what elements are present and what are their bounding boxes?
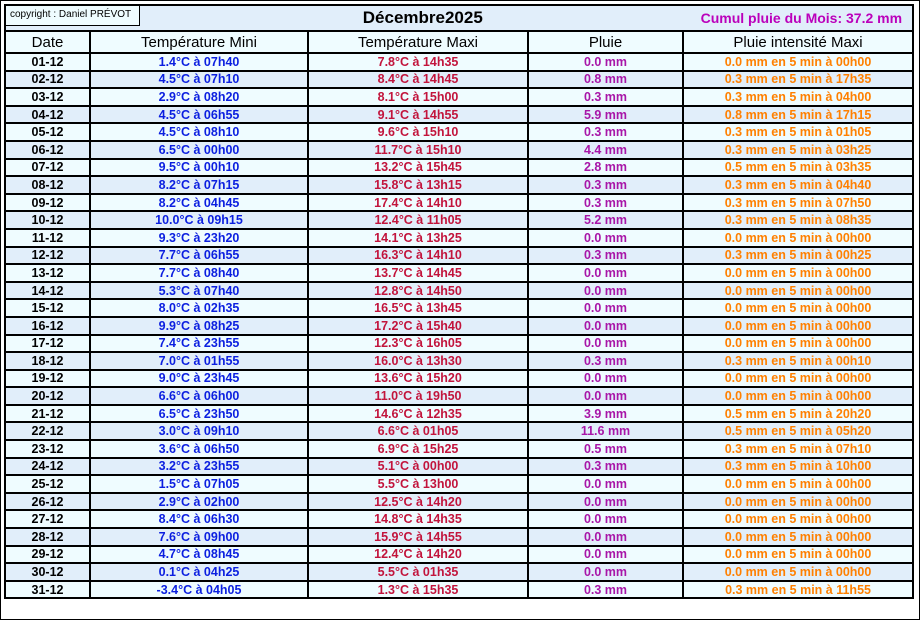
cell-temp-mini: 6.6°C à 06h00 bbox=[90, 387, 308, 405]
table-row bbox=[5, 264, 913, 282]
cell-temp-maxi: 14.1°C à 13h25 bbox=[308, 229, 528, 247]
cell-pluie-intensite: 0.0 mm en 5 min à 00h00 bbox=[683, 370, 913, 388]
cell-temp-maxi: 17.4°C à 14h10 bbox=[308, 194, 528, 212]
cell-date: 08-12 bbox=[5, 176, 90, 194]
cell-pluie: 5.9 mm bbox=[528, 106, 683, 124]
cell-date: 02-12 bbox=[5, 71, 90, 89]
cell-pluie: 0.3 mm bbox=[528, 176, 683, 194]
table-row bbox=[5, 106, 913, 124]
cell-date: 30-12 bbox=[5, 563, 90, 581]
title-band bbox=[5, 5, 913, 31]
cell-temp-mini: 3.6°C à 06h50 bbox=[90, 440, 308, 458]
cell-date: 23-12 bbox=[5, 440, 90, 458]
cell-temp-maxi: 12.3°C à 16h05 bbox=[308, 335, 528, 353]
cell-pluie: 0.5 mm bbox=[528, 440, 683, 458]
cell-pluie: 2.8 mm bbox=[528, 159, 683, 177]
cell-pluie: 0.3 mm bbox=[528, 194, 683, 212]
cell-temp-mini: 4.7°C à 08h45 bbox=[90, 546, 308, 564]
cell-temp-mini: 3.2°C à 23h55 bbox=[90, 458, 308, 476]
cell-date: 14-12 bbox=[5, 282, 90, 300]
cell-pluie-intensite: 0.0 mm en 5 min à 00h00 bbox=[683, 53, 913, 71]
cell-date: 06-12 bbox=[5, 141, 90, 159]
cell-pluie: 0.0 mm bbox=[528, 528, 683, 546]
column-header-pluie: Pluie bbox=[528, 31, 683, 53]
column-header-pluie-intensite: Pluie intensité Maxi bbox=[683, 31, 913, 53]
cell-temp-mini: 7.6°C à 09h00 bbox=[90, 528, 308, 546]
cell-pluie: 5.2 mm bbox=[528, 211, 683, 229]
cell-temp-mini: 4.5°C à 08h10 bbox=[90, 123, 308, 141]
table-row bbox=[5, 194, 913, 212]
table-row bbox=[5, 475, 913, 493]
table-row bbox=[5, 335, 913, 353]
cell-pluie: 0.0 mm bbox=[528, 563, 683, 581]
cell-pluie-intensite: 0.0 mm en 5 min à 00h00 bbox=[683, 387, 913, 405]
table-row bbox=[5, 176, 913, 194]
cell-temp-maxi: 16.5°C à 13h45 bbox=[308, 299, 528, 317]
cell-temp-mini: 2.9°C à 02h00 bbox=[90, 493, 308, 511]
cell-temp-mini: 4.5°C à 07h10 bbox=[90, 71, 308, 89]
cell-date: 01-12 bbox=[5, 53, 90, 71]
cell-date: 26-12 bbox=[5, 493, 90, 511]
monthly-weather-table bbox=[4, 4, 914, 599]
cell-temp-mini: 7.0°C à 01h55 bbox=[90, 352, 308, 370]
page-title: Décembre2025 bbox=[362, 8, 483, 27]
cell-pluie-intensite: 0.0 mm en 5 min à 00h00 bbox=[683, 282, 913, 300]
cell-temp-mini: 10.0°C à 09h15 bbox=[90, 211, 308, 229]
cell-pluie-intensite: 0.0 mm en 5 min à 00h00 bbox=[683, 264, 913, 282]
cell-date: 22-12 bbox=[5, 422, 90, 440]
cell-pluie: 0.0 mm bbox=[528, 299, 683, 317]
cell-temp-maxi: 12.8°C à 14h50 bbox=[308, 282, 528, 300]
cell-temp-maxi: 16.3°C à 14h10 bbox=[308, 247, 528, 265]
cell-pluie: 3.9 mm bbox=[528, 405, 683, 423]
cell-date: 29-12 bbox=[5, 546, 90, 564]
cell-temp-mini: -3.4°C à 04h05 bbox=[90, 581, 308, 599]
cell-pluie: 0.3 mm bbox=[528, 88, 683, 106]
cell-pluie-intensite: 0.3 mm en 5 min à 07h10 bbox=[683, 440, 913, 458]
cell-pluie: 0.0 mm bbox=[528, 53, 683, 71]
cell-temp-maxi: 5.5°C à 01h35 bbox=[308, 563, 528, 581]
table-row bbox=[5, 546, 913, 564]
cell-pluie-intensite: 0.3 mm en 5 min à 11h55 bbox=[683, 581, 913, 599]
cell-pluie-intensite: 0.3 mm en 5 min à 01h05 bbox=[683, 123, 913, 141]
cell-date: 13-12 bbox=[5, 264, 90, 282]
cell-temp-mini: 5.3°C à 07h40 bbox=[90, 282, 308, 300]
cell-temp-maxi: 6.6°C à 01h05 bbox=[308, 422, 528, 440]
cell-temp-maxi: 12.4°C à 11h05 bbox=[308, 211, 528, 229]
cell-temp-maxi: 14.8°C à 14h35 bbox=[308, 510, 528, 528]
cell-date: 07-12 bbox=[5, 159, 90, 177]
cell-temp-maxi: 8.1°C à 15h00 bbox=[308, 88, 528, 106]
cell-pluie: 0.0 mm bbox=[528, 387, 683, 405]
table-row bbox=[5, 159, 913, 177]
cell-pluie-intensite: 0.3 mm en 5 min à 07h50 bbox=[683, 194, 913, 212]
cell-temp-maxi: 14.6°C à 12h35 bbox=[308, 405, 528, 423]
cell-pluie: 0.3 mm bbox=[528, 458, 683, 476]
cell-pluie-intensite: 0.3 mm en 5 min à 04h00 bbox=[683, 88, 913, 106]
cell-pluie-intensite: 0.5 mm en 5 min à 03h35 bbox=[683, 159, 913, 177]
table-row bbox=[5, 563, 913, 581]
cell-temp-mini: 7.4°C à 23h55 bbox=[90, 335, 308, 353]
cell-temp-mini: 9.0°C à 23h45 bbox=[90, 370, 308, 388]
table-row bbox=[5, 229, 913, 247]
cell-pluie-intensite: 0.3 mm en 5 min à 00h25 bbox=[683, 247, 913, 265]
cell-pluie-intensite: 0.5 mm en 5 min à 20h20 bbox=[683, 405, 913, 423]
table-row bbox=[5, 581, 913, 599]
copyright-notice: copyright : Daniel PRÉVOT bbox=[6, 6, 140, 26]
cell-temp-maxi: 13.7°C à 14h45 bbox=[308, 264, 528, 282]
cell-temp-mini: 9.5°C à 00h10 bbox=[90, 159, 308, 177]
cell-pluie-intensite: 0.0 mm en 5 min à 00h00 bbox=[683, 528, 913, 546]
table-row bbox=[5, 88, 913, 106]
cell-date: 27-12 bbox=[5, 510, 90, 528]
cell-temp-mini: 8.0°C à 02h35 bbox=[90, 299, 308, 317]
cell-pluie-intensite: 0.0 mm en 5 min à 00h00 bbox=[683, 335, 913, 353]
cell-temp-mini: 8.2°C à 04h45 bbox=[90, 194, 308, 212]
cell-temp-maxi: 5.1°C à 00h00 bbox=[308, 458, 528, 476]
cell-pluie: 0.0 mm bbox=[528, 493, 683, 511]
cell-temp-maxi: 7.8°C à 14h35 bbox=[308, 53, 528, 71]
cell-pluie-intensite: 0.3 mm en 5 min à 08h35 bbox=[683, 211, 913, 229]
cell-temp-mini: 6.5°C à 00h00 bbox=[90, 141, 308, 159]
cell-date: 04-12 bbox=[5, 106, 90, 124]
cell-pluie-intensite: 0.3 mm en 5 min à 17h35 bbox=[683, 71, 913, 89]
table-row bbox=[5, 53, 913, 71]
cell-pluie-intensite: 0.0 mm en 5 min à 00h00 bbox=[683, 493, 913, 511]
cell-temp-mini: 2.9°C à 08h20 bbox=[90, 88, 308, 106]
column-header-temp-maxi: Température Maxi bbox=[308, 31, 528, 53]
table-row bbox=[5, 493, 913, 511]
cell-pluie: 0.0 mm bbox=[528, 335, 683, 353]
cell-date: 25-12 bbox=[5, 475, 90, 493]
cell-pluie-intensite: 0.3 mm en 5 min à 00h10 bbox=[683, 352, 913, 370]
cell-pluie-intensite: 0.3 mm en 5 min à 10h00 bbox=[683, 458, 913, 476]
cell-temp-mini: 9.3°C à 23h20 bbox=[90, 229, 308, 247]
cell-temp-maxi: 12.4°C à 14h20 bbox=[308, 546, 528, 564]
column-header-row bbox=[5, 31, 913, 53]
cell-pluie: 11.6 mm bbox=[528, 422, 683, 440]
cell-pluie: 0.3 mm bbox=[528, 247, 683, 265]
column-header-date: Date bbox=[5, 31, 90, 53]
cell-pluie: 0.0 mm bbox=[528, 229, 683, 247]
table-row bbox=[5, 528, 913, 546]
cell-pluie: 0.3 mm bbox=[528, 123, 683, 141]
cell-temp-maxi: 15.9°C à 14h55 bbox=[308, 528, 528, 546]
table-row bbox=[5, 405, 913, 423]
table-row bbox=[5, 422, 913, 440]
cell-pluie: 0.0 mm bbox=[528, 475, 683, 493]
cell-pluie: 0.0 mm bbox=[528, 317, 683, 335]
cell-date: 28-12 bbox=[5, 528, 90, 546]
cell-temp-mini: 1.5°C à 07h05 bbox=[90, 475, 308, 493]
cell-temp-mini: 1.4°C à 07h40 bbox=[90, 53, 308, 71]
table-row bbox=[5, 458, 913, 476]
cell-pluie: 0.0 mm bbox=[528, 370, 683, 388]
table-row bbox=[5, 510, 913, 528]
cell-pluie-intensite: 0.0 mm en 5 min à 00h00 bbox=[683, 563, 913, 581]
cell-pluie-intensite: 0.5 mm en 5 min à 05h20 bbox=[683, 422, 913, 440]
cell-temp-maxi: 17.2°C à 15h40 bbox=[308, 317, 528, 335]
table-row bbox=[5, 352, 913, 370]
cell-date: 15-12 bbox=[5, 299, 90, 317]
cell-pluie-intensite: 0.0 mm en 5 min à 00h00 bbox=[683, 475, 913, 493]
table-row bbox=[5, 299, 913, 317]
cell-temp-maxi: 8.4°C à 14h45 bbox=[308, 71, 528, 89]
table-row bbox=[5, 211, 913, 229]
cell-pluie-intensite: 0.0 mm en 5 min à 00h00 bbox=[683, 229, 913, 247]
cell-date: 10-12 bbox=[5, 211, 90, 229]
cell-pluie: 0.0 mm bbox=[528, 510, 683, 528]
cell-date: 19-12 bbox=[5, 370, 90, 388]
title-band-row bbox=[5, 5, 913, 31]
cell-temp-maxi: 5.5°C à 13h00 bbox=[308, 475, 528, 493]
cell-temp-mini: 8.4°C à 06h30 bbox=[90, 510, 308, 528]
cell-pluie: 4.4 mm bbox=[528, 141, 683, 159]
cell-date: 09-12 bbox=[5, 194, 90, 212]
cell-pluie-intensite: 0.3 mm en 5 min à 04h40 bbox=[683, 176, 913, 194]
cell-temp-mini: 0.1°C à 04h25 bbox=[90, 563, 308, 581]
cell-temp-maxi: 11.7°C à 15h10 bbox=[308, 141, 528, 159]
table-row bbox=[5, 123, 913, 141]
cell-temp-maxi: 15.8°C à 13h15 bbox=[308, 176, 528, 194]
cell-temp-maxi: 6.9°C à 15h25 bbox=[308, 440, 528, 458]
cell-pluie: 0.0 mm bbox=[528, 282, 683, 300]
table-row bbox=[5, 71, 913, 89]
table-row bbox=[5, 282, 913, 300]
table-row bbox=[5, 387, 913, 405]
table-row bbox=[5, 247, 913, 265]
monthly-rain-total: Cumul pluie du Mois: 37.2 mm bbox=[700, 10, 903, 26]
cell-date: 03-12 bbox=[5, 88, 90, 106]
cell-date: 21-12 bbox=[5, 405, 90, 423]
column-header-temp-mini: Température Mini bbox=[90, 31, 308, 53]
cell-date: 18-12 bbox=[5, 352, 90, 370]
cell-temp-maxi: 9.6°C à 15h10 bbox=[308, 123, 528, 141]
cell-date: 20-12 bbox=[5, 387, 90, 405]
cell-date: 17-12 bbox=[5, 335, 90, 353]
cell-temp-maxi: 13.6°C à 15h20 bbox=[308, 370, 528, 388]
cell-temp-maxi: 9.1°C à 14h55 bbox=[308, 106, 528, 124]
cell-temp-mini: 8.2°C à 07h15 bbox=[90, 176, 308, 194]
cell-pluie: 0.0 mm bbox=[528, 546, 683, 564]
cell-pluie: 0.8 mm bbox=[528, 71, 683, 89]
cell-temp-maxi: 16.0°C à 13h30 bbox=[308, 352, 528, 370]
cell-date: 16-12 bbox=[5, 317, 90, 335]
table-row bbox=[5, 440, 913, 458]
table-row bbox=[5, 141, 913, 159]
table-body bbox=[5, 53, 913, 598]
cell-pluie-intensite: 0.0 mm en 5 min à 00h00 bbox=[683, 299, 913, 317]
cell-date: 24-12 bbox=[5, 458, 90, 476]
cell-pluie-intensite: 0.0 mm en 5 min à 00h00 bbox=[683, 317, 913, 335]
cell-temp-mini: 4.5°C à 06h55 bbox=[90, 106, 308, 124]
table-row bbox=[5, 370, 913, 388]
cell-temp-maxi: 1.3°C à 15h35 bbox=[308, 581, 528, 599]
cell-temp-maxi: 13.2°C à 15h45 bbox=[308, 159, 528, 177]
cell-temp-mini: 3.0°C à 09h10 bbox=[90, 422, 308, 440]
cell-pluie-intensite: 0.0 mm en 5 min à 00h00 bbox=[683, 546, 913, 564]
cell-temp-maxi: 12.5°C à 14h20 bbox=[308, 493, 528, 511]
table-row bbox=[5, 317, 913, 335]
cell-pluie: 0.3 mm bbox=[528, 581, 683, 599]
cell-pluie-intensite: 0.0 mm en 5 min à 00h00 bbox=[683, 510, 913, 528]
cell-temp-mini: 7.7°C à 06h55 bbox=[90, 247, 308, 265]
cell-date: 12-12 bbox=[5, 247, 90, 265]
cell-pluie: 0.3 mm bbox=[528, 352, 683, 370]
cell-pluie-intensite: 0.8 mm en 5 min à 17h15 bbox=[683, 106, 913, 124]
cell-date: 05-12 bbox=[5, 123, 90, 141]
cell-pluie: 0.0 mm bbox=[528, 264, 683, 282]
cell-date: 31-12 bbox=[5, 581, 90, 599]
cell-date: 11-12 bbox=[5, 229, 90, 247]
cell-temp-mini: 6.5°C à 23h50 bbox=[90, 405, 308, 423]
cell-pluie-intensite: 0.3 mm en 5 min à 03h25 bbox=[683, 141, 913, 159]
cell-temp-mini: 7.7°C à 08h40 bbox=[90, 264, 308, 282]
cell-temp-mini: 9.9°C à 08h25 bbox=[90, 317, 308, 335]
cell-temp-maxi: 11.0°C à 19h50 bbox=[308, 387, 528, 405]
